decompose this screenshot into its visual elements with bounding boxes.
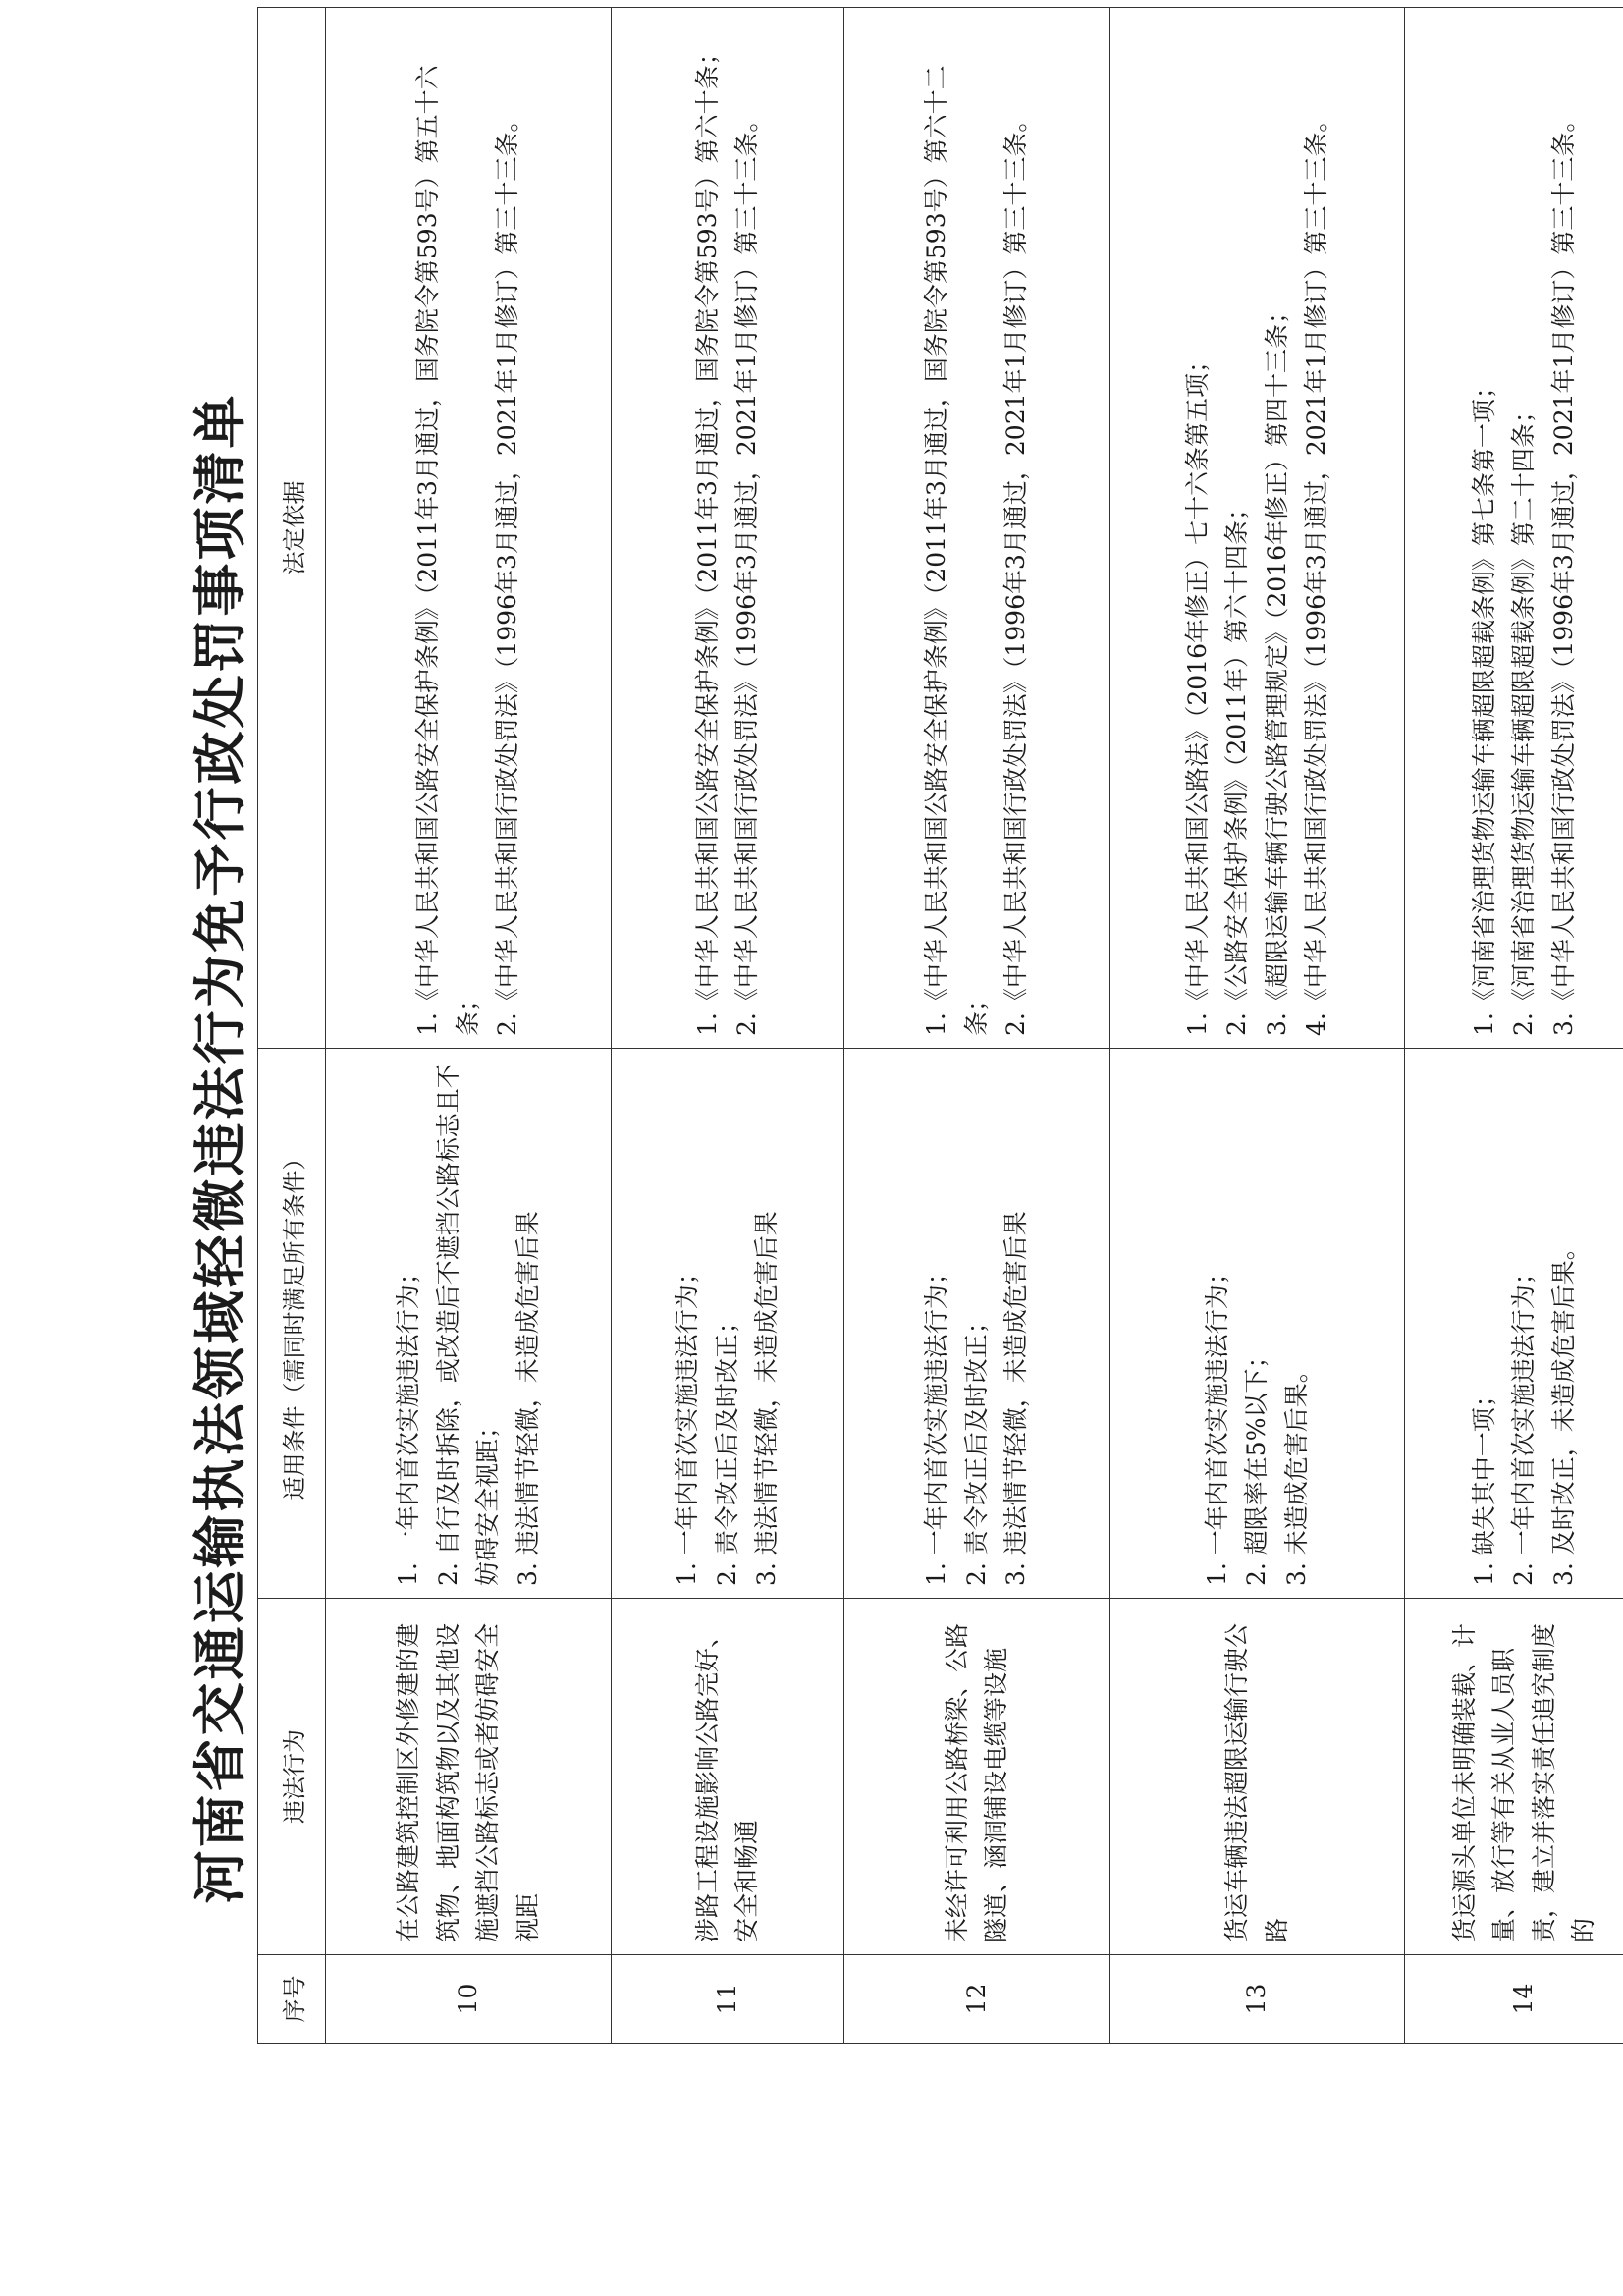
row-seq: 14 [1405,1955,1623,2044]
basis-item: 1.《中华人民共和国公路法》（2016年修正）七十六条第五项； [1182,349,1212,1036]
cond-item: 2. 一年内首次实施违法行为； [1509,1260,1539,1586]
cond-item: 3. 违法情节轻微，未造成危害后果 [1001,1211,1031,1586]
cond-item: 1. 一年内首次实施违法行为； [673,1260,702,1586]
row-cond [844,1049,1110,1599]
cond-item: 3. 未造成危害后果。 [1281,1358,1311,1586]
cond-item: 1. 一年内首次实施违法行为； [1202,1260,1231,1586]
basis-item: 2.《河南省治理货物运输车辆超限超载条例》第二十四条； [1509,399,1539,1036]
row-cond [612,1049,844,1599]
row-act: 货运源头单位未明确装载、计量、放行等有关从业人员职责，建立并落实责任追究制度的 [1405,1599,1623,1955]
table-row [326,8,612,2044]
cond-item: 3. 违法情节轻微，未造成危害后果 [752,1211,782,1586]
document-title: 河南省交通运输执法领域轻微违法行为免予行政处罚事项清单 [189,392,251,1904]
table-row [1405,8,1623,2044]
cond-item: 1. 一年内首次实施违法行为； [922,1260,951,1586]
row-seq: 13 [1110,1955,1405,2044]
row-cond [1110,1049,1405,1599]
row-cond [326,1049,612,1599]
row-basis [612,8,844,1049]
table-row [844,8,1110,2044]
basis-item: 3.《超限运输车辆行驶公路管理规定》（2016年修正）第四十三条； [1262,300,1291,1036]
table-row [612,8,844,2044]
table-header-row [258,8,326,2044]
cond-item: 1. 一年内首次实施违法行为； [394,1260,422,1586]
basis-item: 1.《中华人民共和国公路安全保护条例》（2011年3月通过，国务院令第593号）第六十二条； [922,65,991,1036]
row-seq: 10 [326,1955,612,2044]
row-basis [844,8,1110,1049]
row-seq: 11 [612,1955,844,2044]
row-basis [326,8,612,1049]
table-row [1110,8,1405,2044]
header-seq: 序号 [258,1955,326,2044]
basis-item: 4.《中华人民共和国行政处罚法》（1996年3月通过，2021年1月修订）第三十三条。 [1302,107,1330,1036]
header-cond: 适用条件（需同时满足所有条件） [258,1049,326,1599]
cond-item: 2. 超限率在5%以下； [1242,1343,1271,1586]
header-act: 违法行为 [258,1599,326,1955]
basis-item: 3.《中华人民共和国行政处罚法》（1996年3月通过，2021年1月修订）第三十三条。 [1548,107,1578,1036]
basis-item: 2.《中华人民共和国行政处罚法》（1996年3月通过，2021年1月修订）第三十三条。 [1001,107,1031,1036]
cond-item: 2. 责令改正后及时改正； [961,1309,991,1586]
cond-item: 2. 自行及时拆除，或改造后不遮挡公路标志且不妨碍安全视距； [433,1064,502,1586]
cond-item: 3. 及时改正，未造成危害后果。 [1548,1235,1578,1586]
basis-item: 1.《中华人民共和国公路安全保护条例》（2011年3月通过，国务院令第593号）第五十六条； [413,65,482,1036]
basis-item: 2.《中华人民共和国行政处罚法》（1996年3月通过，2021年1月修订）第三十三条。 [493,107,522,1036]
row-act: 未经许可利用公路桥梁、公路隧道、涵洞铺设电缆等设施 [844,1599,1110,1955]
row-act: 在公路建筑控制区外修建的建筑物、地面构筑物以及其他设施遮挡公路标志或者妨碍安全视距 [326,1599,612,1955]
basis-item: 2.《中华人民共和国行政处罚法》（1996年3月通过，2021年1月修订）第三十三条。 [732,107,761,1036]
basis-item: 1.《中华人民共和国公路安全保护条例》（2011年3月通过，国务院令第593号）第六十条； [692,40,722,1036]
cond-item: 1. 缺失其中一项； [1469,1383,1498,1586]
cond-item: 3. 违法情节轻微，未造成危害后果 [513,1211,542,1586]
penalty-exemption-table [257,7,1623,2044]
row-cond [1405,1049,1623,1599]
basis-item: 2.《公路安全保护条例》（2011年）第六十四条； [1222,496,1251,1036]
basis-item: 1.《河南省治理货物运输车辆超限超载条例》第七条第一项； [1469,374,1498,1036]
cond-item: 2. 责令改正后及时改正； [712,1309,741,1586]
row-seq: 12 [844,1955,1110,2044]
header-basis: 法定依据 [258,8,326,1049]
row-act: 货运车辆违法超限运输行驶公路 [1110,1599,1405,1955]
row-act: 涉路工程设施影响公路完好、安全和畅通 [612,1599,844,1955]
row-basis [1405,8,1623,1049]
row-basis [1110,8,1405,1049]
